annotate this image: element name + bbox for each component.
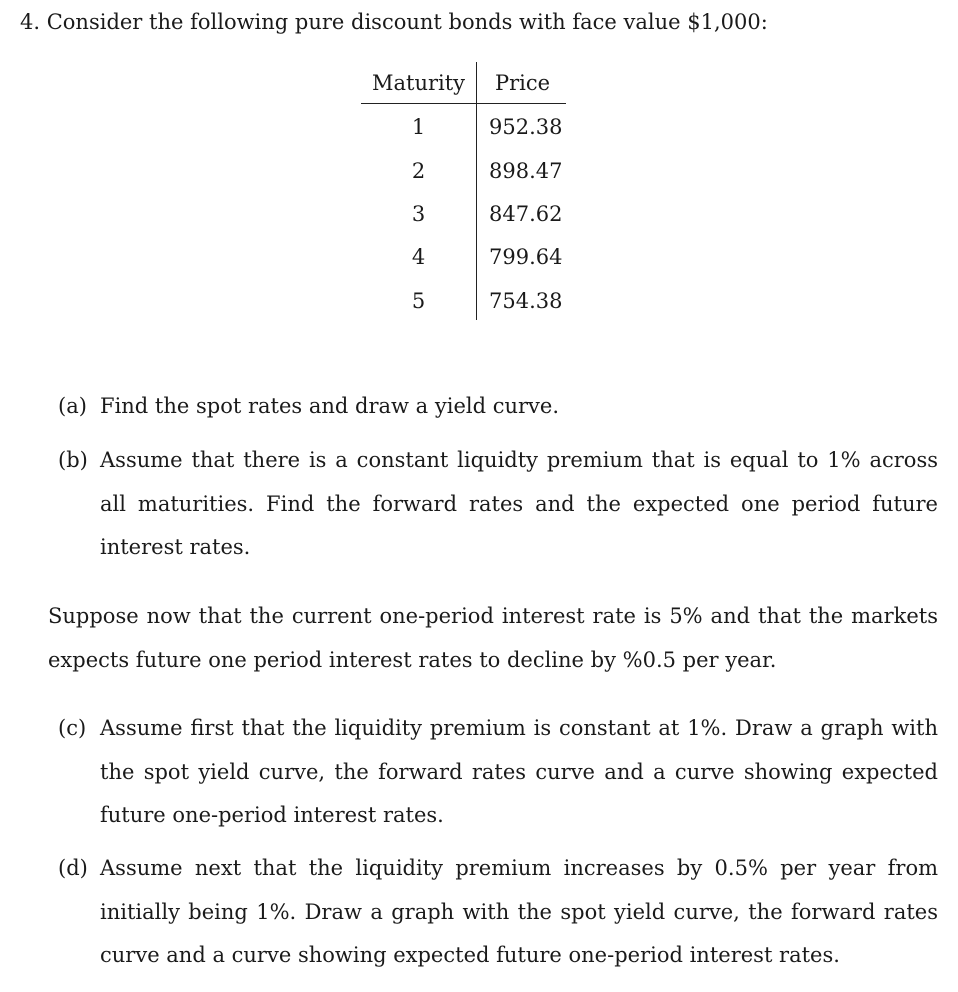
question-c-label: (c)	[58, 716, 87, 740]
table-cell-price: 898.47	[489, 159, 563, 183]
table-cell-price: 754.38	[489, 289, 563, 313]
table-header-rule	[361, 103, 566, 104]
question-a-text: Find the spot rates and draw a yield curve.	[100, 394, 559, 418]
table-cell-maturity: 1	[411, 115, 426, 139]
maturity-header: Maturity	[372, 71, 466, 95]
question-c-text: Assume first that the liquidity premium is constant at 1%. Draw a graph with the spot yield curve, the forward rates curve and a curve showing expected future one-period interest rates.	[100, 716, 938, 827]
bond-table	[361, 62, 566, 320]
question-d-text: Assume next that the liquidity premium increases by 0.5% per year from initially being 1%. Draw a graph with the spot yield curve, the forward rates curve and a curve showing expected future one-period interest rates.	[100, 856, 938, 967]
table-cell-maturity: 4	[411, 245, 426, 269]
table-cell-maturity: 2	[411, 159, 426, 183]
question-a	[58, 385, 938, 429]
price-header: Price	[495, 71, 551, 95]
question-b-text: Assume that there is a constant liquidty premium that is equal to 1% across all maturities. Find the forward rates and the expected one period future interest rates.	[100, 448, 938, 559]
question-d	[58, 847, 938, 978]
question-a-label: (a)	[58, 394, 87, 418]
question-c	[58, 707, 938, 838]
question-b-label: (b)	[58, 448, 88, 472]
table-cell-maturity: 3	[411, 202, 426, 226]
intermediate-paragraph: Suppose now that the current one-period interest rate is 5% and that the markets expects future one period interest rates to decline by %0.5 per year.	[48, 604, 938, 672]
table-vertical-rule	[476, 62, 477, 320]
table-cell-maturity: 5	[411, 289, 426, 313]
problem-heading: 4. Consider the following pure discount bonds with face value $1,000:	[20, 10, 768, 34]
table-cell-price: 799.64	[489, 245, 563, 269]
table-cell-price: 952.38	[489, 115, 563, 139]
table-cell-price: 847.62	[489, 202, 563, 226]
question-b	[58, 439, 938, 570]
question-d-label: (d)	[58, 856, 88, 880]
